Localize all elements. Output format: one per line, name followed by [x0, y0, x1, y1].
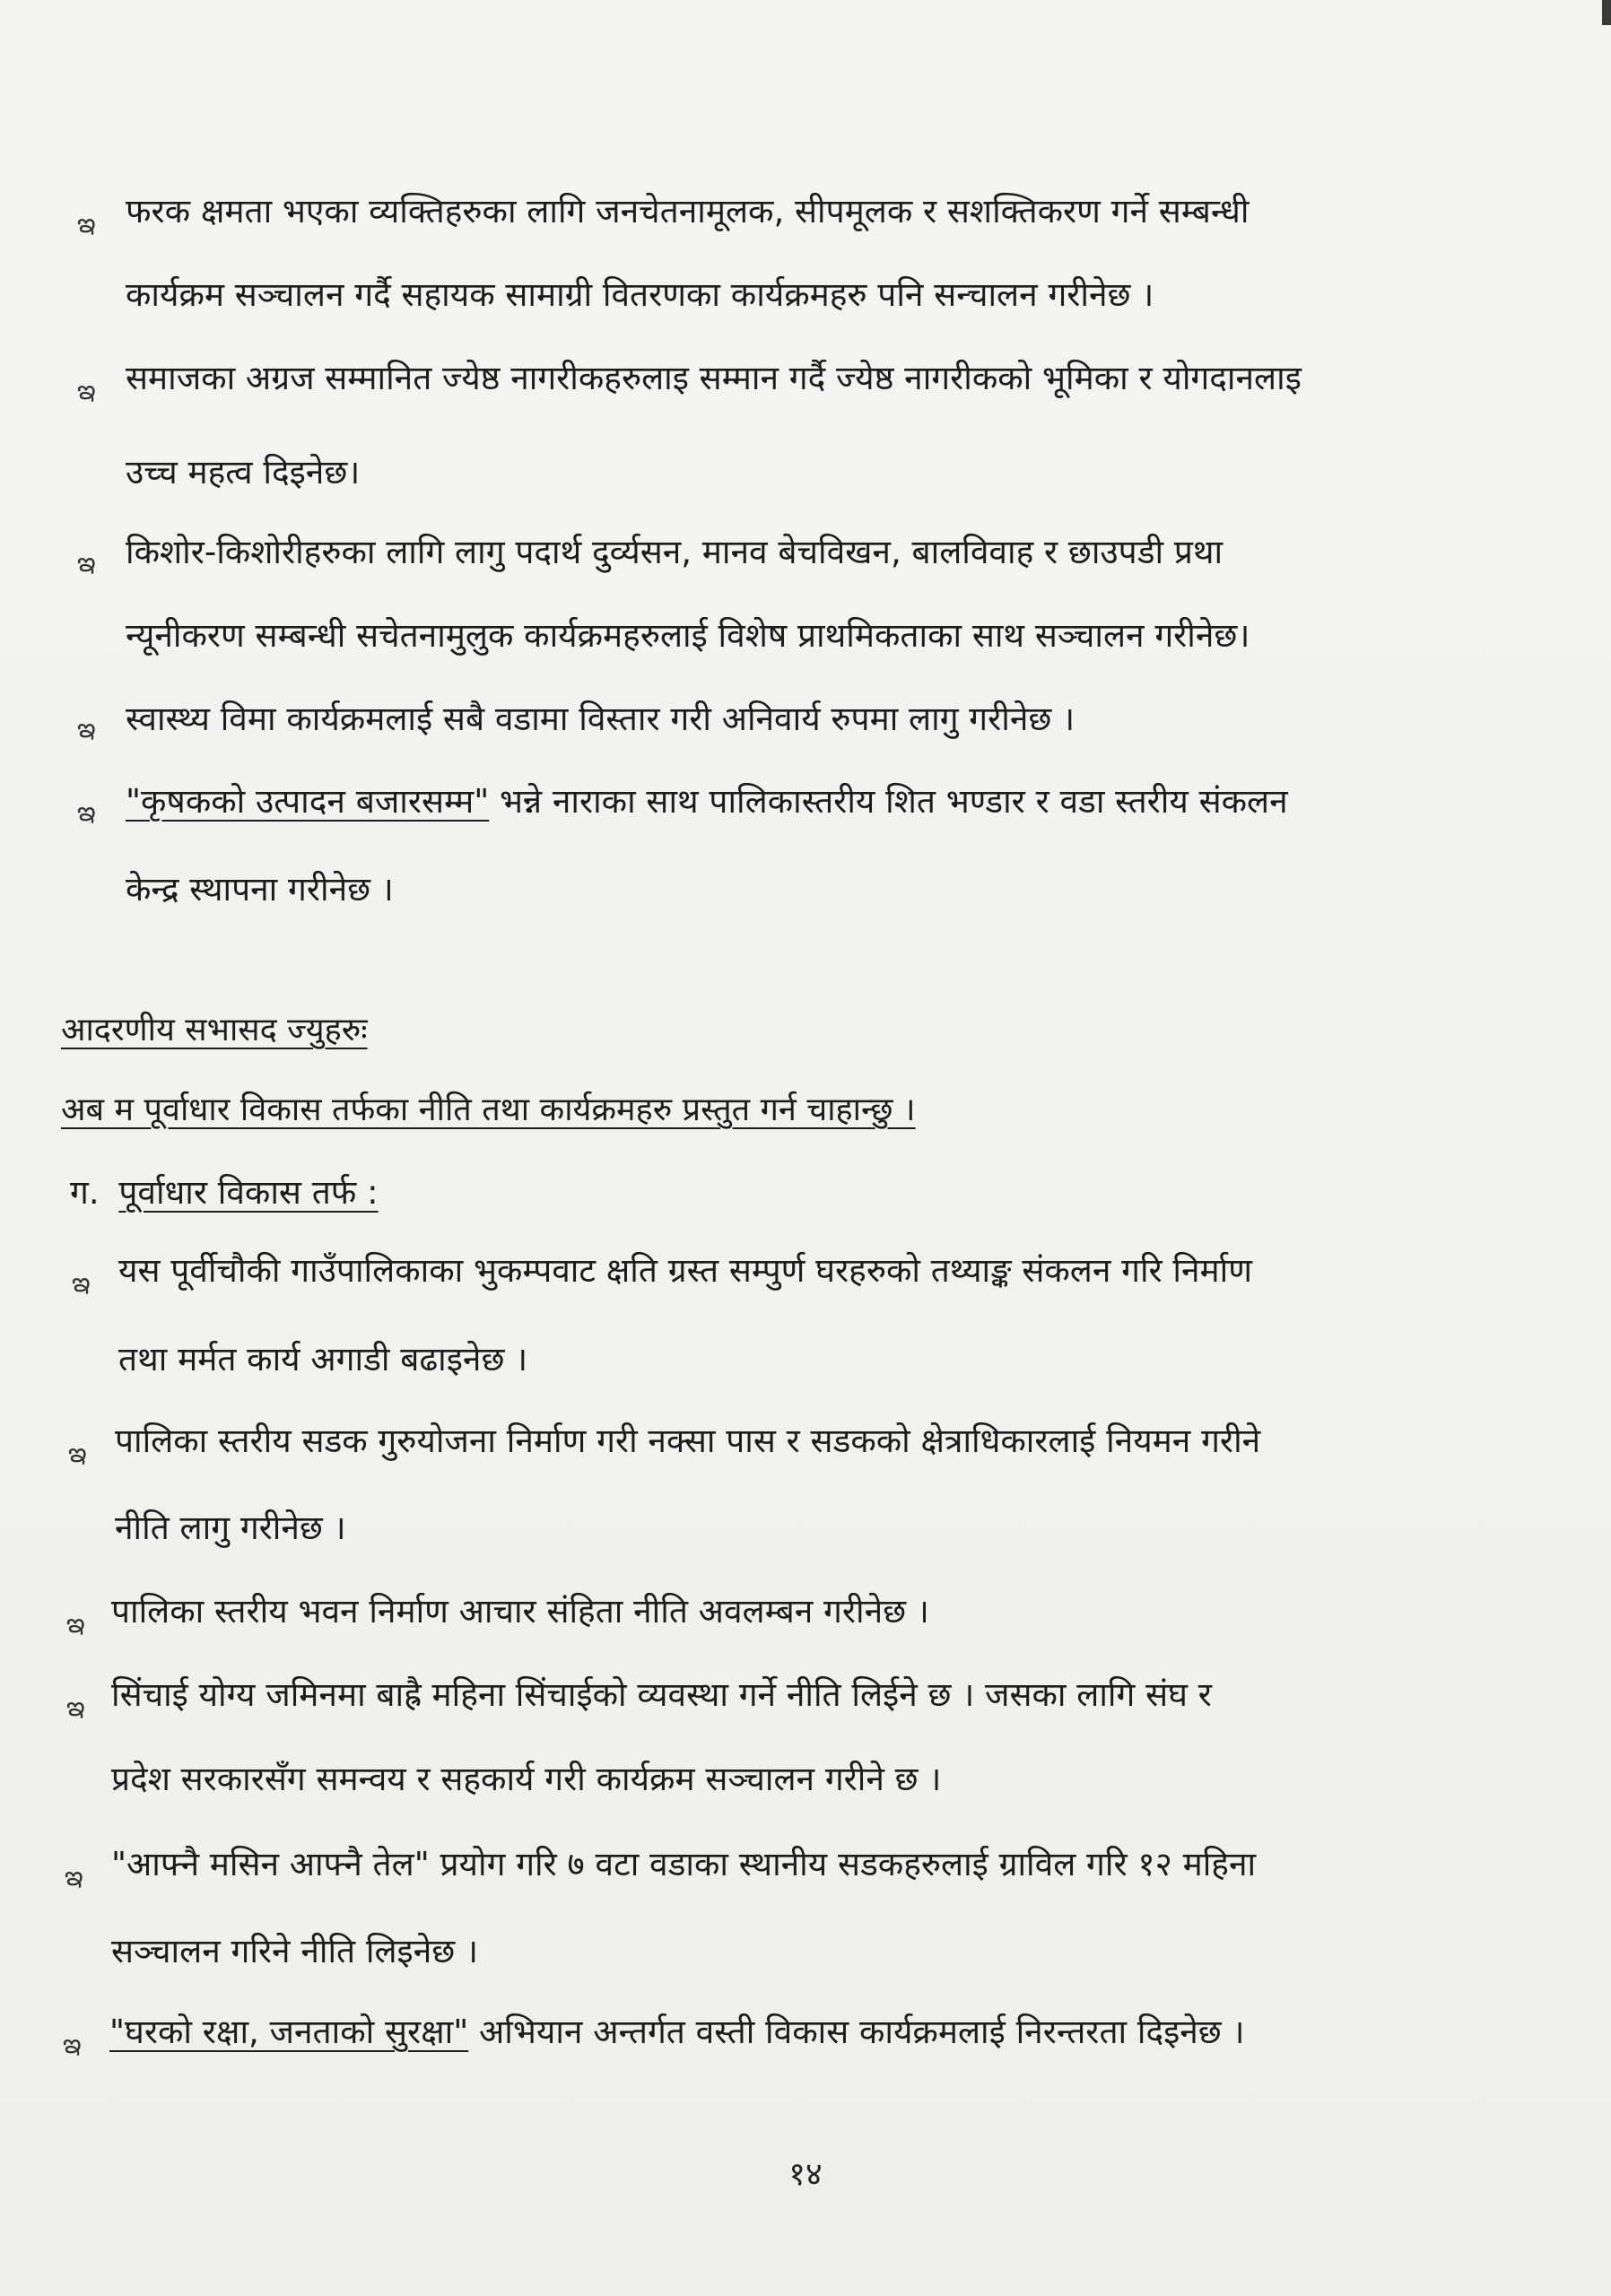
- list-item-line: न्यूनीकरण सम्बन्धी सचेतनामुलुक कार्यक्रमहरुलाई विशेष प्राथमिकताका साथ सञ्चालन गरीनेछ।: [126, 616, 1250, 655]
- list-item-line: सञ्चालन गरिने नीति लिइनेछ ।: [111, 1932, 478, 1970]
- list-item-line: समाजका अग्रज सम्मानित ज्येष्ठ नागरीकहरुलाइ सम्मान गर्दै ज्येष्ठ नागरीकको भूमिका र योगदानलाइ: [126, 359, 1302, 397]
- bullet-icon: ఇ: [77, 713, 96, 744]
- bullet-icon: ఇ: [72, 1267, 91, 1299]
- list-item-line: किशोर-किशोरीहरुका लागि लागु पदार्थ दुर्व्यसन, मानव बेचविखन, बालविवाह र छाउपडी प्रथा: [126, 533, 1223, 571]
- page-number: १४: [788, 2156, 823, 2193]
- bullet-icon: ఇ: [77, 547, 96, 578]
- list-item-line: उच्च महत्व दिइनेछ।: [126, 453, 361, 491]
- section-title: पूर्वाधार विकास तर्फ :: [118, 1173, 379, 1212]
- bullet-icon: ఇ: [77, 796, 96, 828]
- scan-edge-mark: [1602, 0, 1611, 25]
- list-item-text: भन्ने नाराका साथ पालिकास्तरीय शित भण्डार र वडा स्तरीय संकलन: [489, 782, 1288, 821]
- bullet-icon: ఇ: [66, 1608, 85, 1639]
- bullet-icon: ఇ: [65, 1861, 83, 1892]
- address-heading: आदरणीय सभासद ज्युहरुः: [61, 1012, 368, 1048]
- bullet-icon: ఇ: [63, 2029, 82, 2060]
- list-item-line: केन्द्र स्थापना गरीनेछ ।: [126, 870, 394, 909]
- list-item-line: सिंचाई योग्य जमिनमा बाह्रै महिना सिंचाईको व्यवस्था गर्ने नीति लिईने छ । जसका लागि संघ र: [111, 1675, 1212, 1714]
- list-item-line: यस पूर्वीचौकी गाउँपालिकाका भुकम्पवाट क्षति ग्रस्त सम्पुर्ण घरहरुको तथ्याङ्क संकलन गरि निर्माण: [118, 1251, 1253, 1290]
- section-heading: [70, 1171, 379, 1214]
- list-item-line: [126, 780, 1288, 823]
- list-item-line: कार्यक्रम सञ्चालन गर्दै सहायक सामाग्री वितरणका कार्यक्रमहरु पनि सन्चालन गरीनेछ ।: [126, 275, 1154, 314]
- list-item-line: पालिका स्तरीय भवन निर्माण आचार संहिता नीति अवलम्बन गरीनेछ ।: [111, 1592, 929, 1631]
- bullet-icon: ఇ: [66, 1692, 85, 1723]
- list-item-line: पालिका स्तरीय सडक गुरुयोजना निर्माण गरी नक्सा पास र सडकको क्षेत्राधिकारलाई नियमन गरीने: [115, 1422, 1261, 1460]
- bullet-icon: ఇ: [77, 208, 96, 239]
- bullet-icon: ఇ: [68, 1438, 87, 1469]
- list-item-line: तथा मर्मत कार्य अगाडी बढाइनेछ ।: [118, 1340, 528, 1378]
- list-item-line: [109, 2011, 1245, 2054]
- list-item-text: अभियान अन्तर्गत वस्ती विकास कार्यक्रमलाई निरन्तरता दिइनेछ ।: [468, 2013, 1245, 2051]
- underlined-slogan: "घरको रक्षा, जनताको सुरक्षा": [109, 2013, 469, 2051]
- list-item-line: नीति लागु गरीनेछ ।: [115, 1509, 346, 1547]
- underlined-slogan: "कृषकको उत्पादन बजारसम्म": [126, 782, 490, 821]
- intro-heading: अब म पूर्वाधार विकास तर्फका नीति तथा कार्यक्रमहरु प्रस्तुत गर्न चाहान्छु ।: [61, 1091, 916, 1128]
- bullet-icon: ఇ: [77, 375, 96, 406]
- section-label: ग.: [70, 1173, 100, 1212]
- list-item-line: "आफ्नै मसिन आफ्नै तेल" प्रयोग गरि ७ वटा वडाका स्थानीय सडकहरुलाई ग्राविल गरि १२ महिना: [111, 1845, 1257, 1883]
- list-item-line: फरक क्षमता भएका व्यक्तिहरुका लागि जनचेतनामूलक, सीपमूलक र सशक्तिकरण गर्ने सम्बन्धी: [126, 192, 1250, 230]
- list-item-line: स्वास्थ्य विमा कार्यक्रमलाई सबै वडामा विस्तार गरी अनिवार्य रुपमा लागु गरीनेछ ।: [126, 700, 1075, 738]
- list-item-line: प्रदेश सरकारसँग समन्वय र सहकार्य गरी कार्यक्रम सञ्चालन गरीने छ ।: [111, 1760, 942, 1798]
